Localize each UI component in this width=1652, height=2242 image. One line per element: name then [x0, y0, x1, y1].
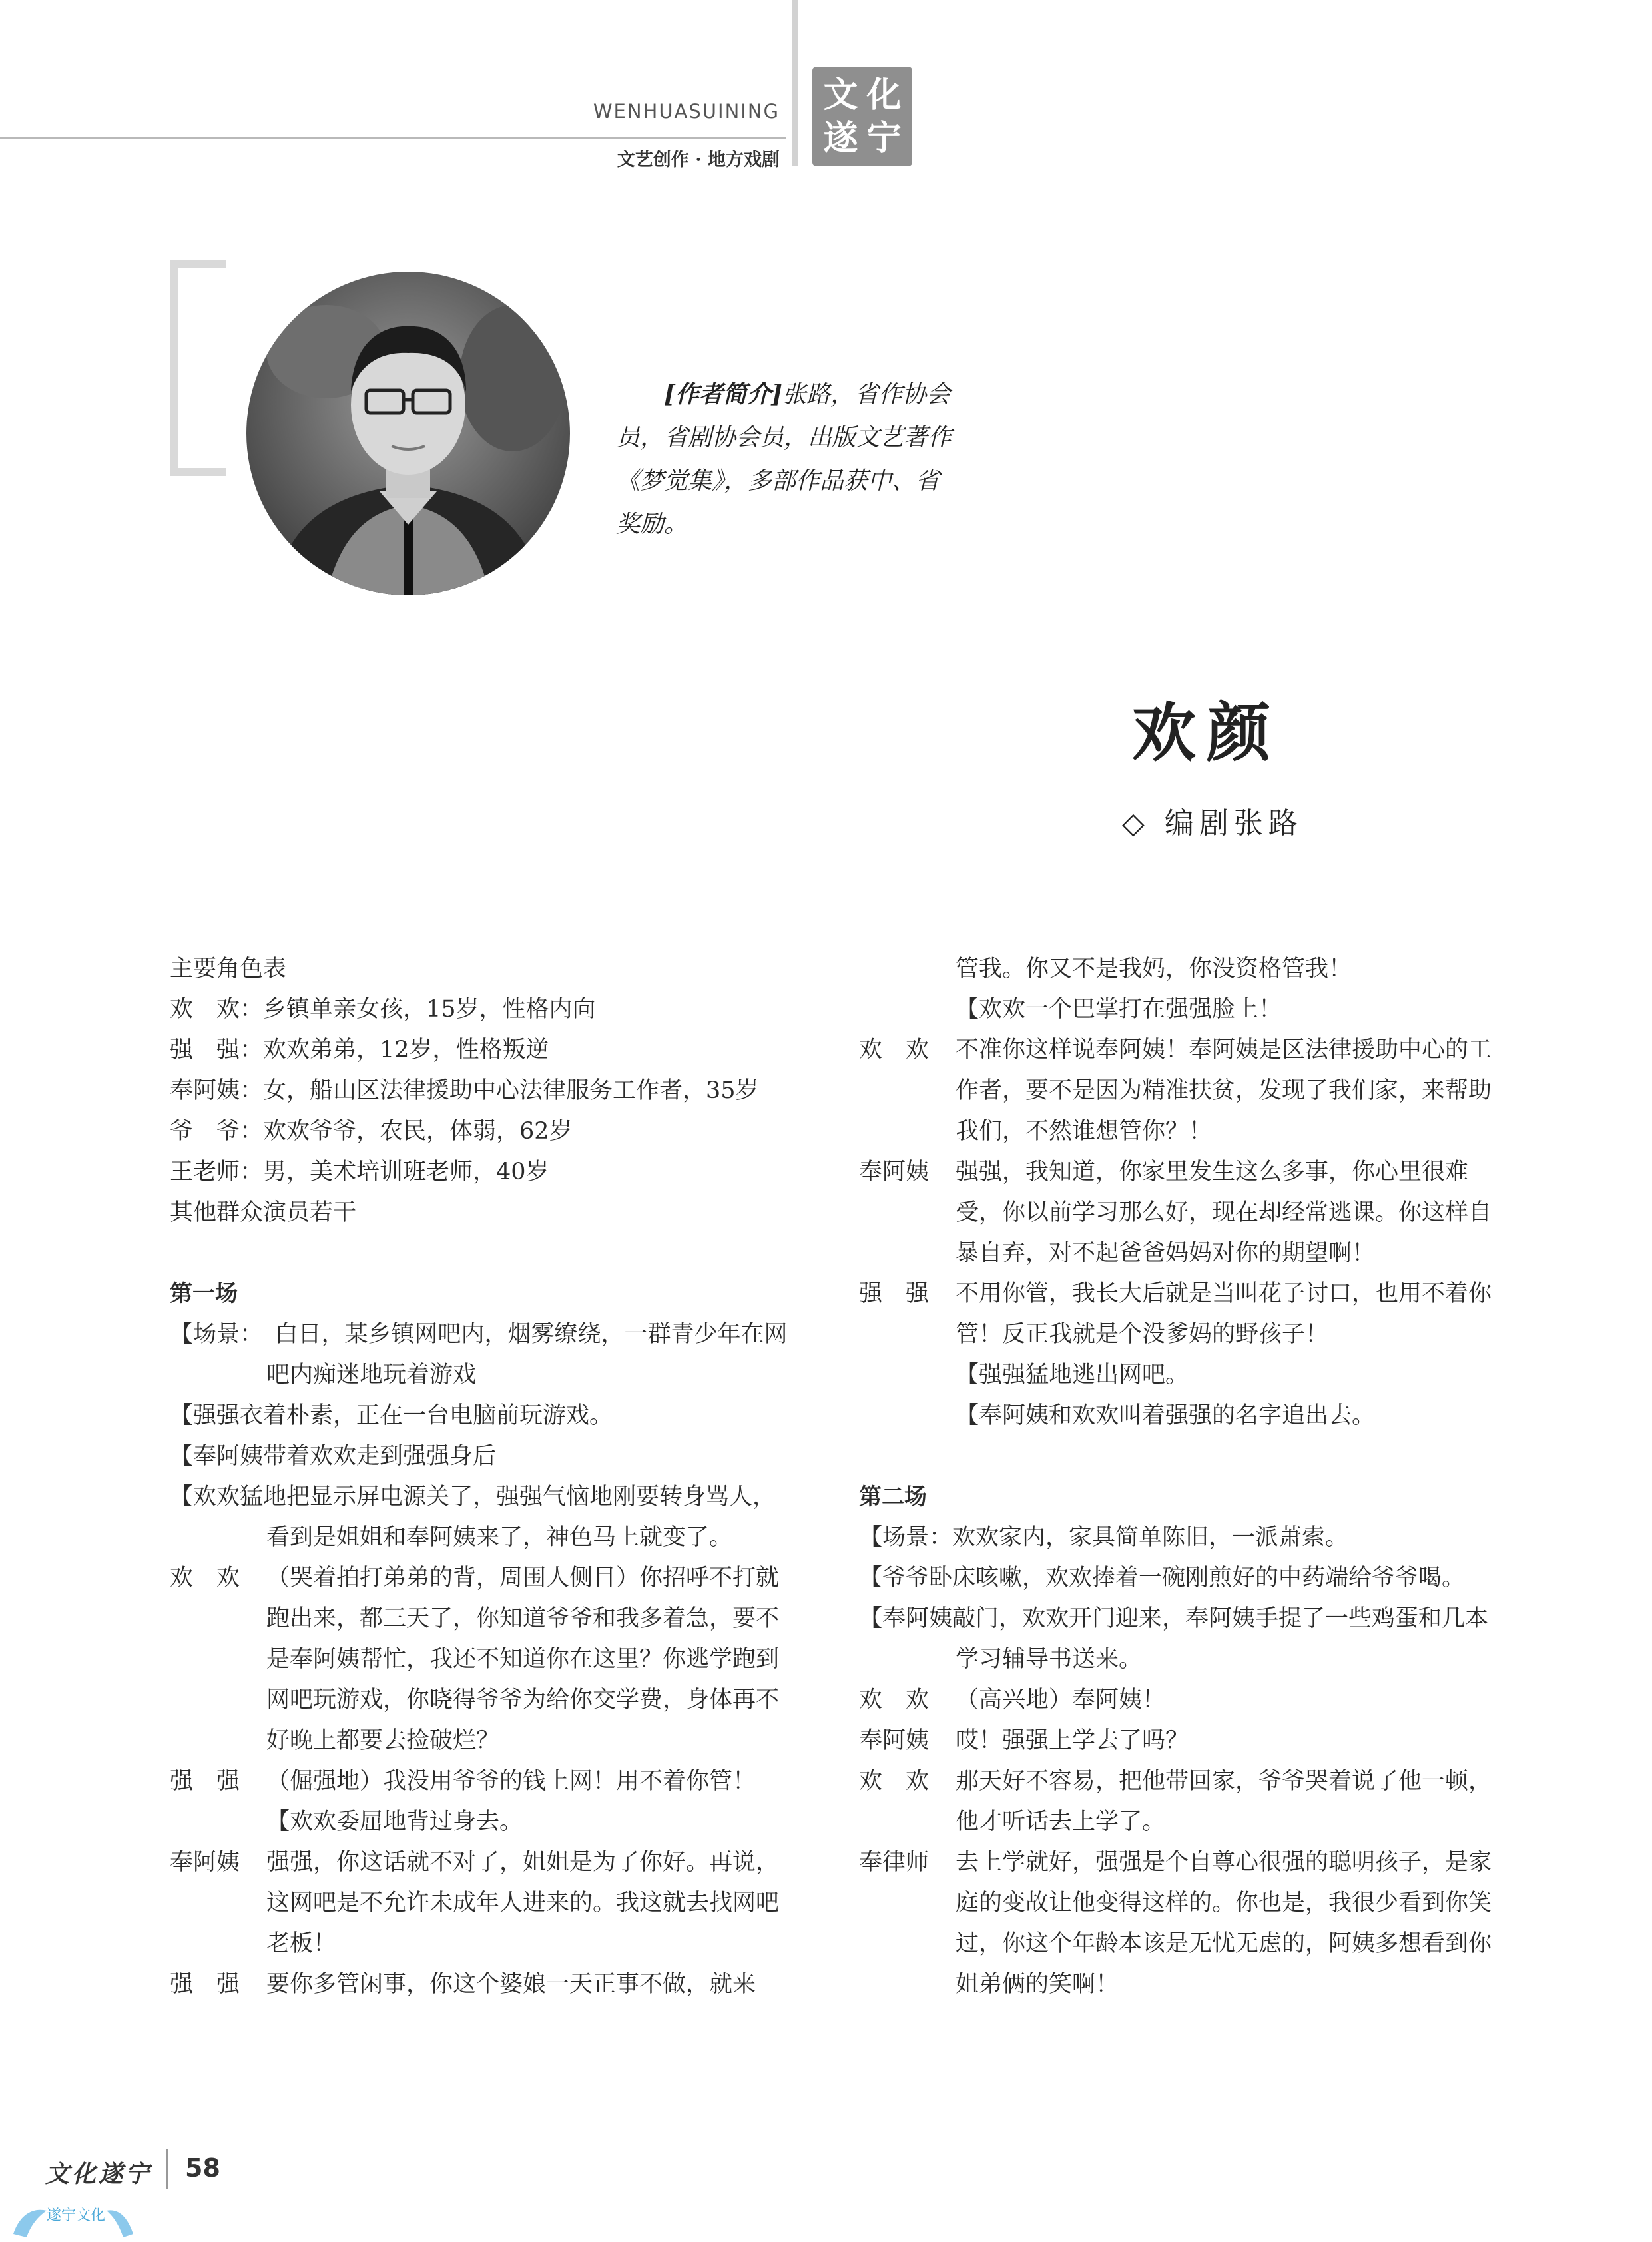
- cast-list-line: 强 强：欢欢弟弟，12岁，性格叛逆: [170, 1037, 549, 1063]
- decorative-bracket: [170, 260, 226, 476]
- footer-magazine-name: 文化遂宁: [45, 2160, 152, 2188]
- speaker-name: 强 强: [170, 1768, 240, 1795]
- dialogue-text: 哎！强强上学去了吗？: [956, 1727, 1189, 1754]
- cast-list-line: 奉阿姨：女，船山区法律援助中心法律服务工作者，35岁: [170, 1077, 759, 1104]
- stage-direction: 【场景：欢欢家内，家具简单陈旧，一派萧索。: [859, 1524, 1349, 1551]
- speaker-name: 欢 欢: [859, 1768, 930, 1795]
- dialogue-text: 强强，我知道，你家里发生这么多事，你心里很难受，你以前学习那么好，现在却经常逃课。你这样自暴自弃，对不起爸爸妈妈对你的期望啊！: [956, 1159, 1492, 1266]
- cast-list-line: 其他群众演员若干: [170, 1199, 357, 1226]
- footer-divider: [166, 2149, 168, 2189]
- dialogue-text: 那天好不容易，把他带回家，爷爷哭着说了他一顿，他才听话去上学了。: [956, 1768, 1492, 1835]
- stage-direction: 【欢欢一个巴掌打在强强脸上！: [956, 996, 1282, 1023]
- stage-direction: 【奉阿姨和欢欢叫着强强的名字追出去。: [956, 1402, 1376, 1429]
- cast-list-line: 主要角色表: [170, 956, 287, 982]
- stage-direction: 【奉阿姨敲门，欢欢开门迎来，奉阿姨手提了一些鸡蛋和几本学习辅导书送来。: [859, 1605, 1489, 1673]
- header-divider: [792, 0, 798, 166]
- seal-char: 化: [866, 75, 902, 115]
- dialogue-text: （倔强地）我没用爷爷的钱上网！用不着你管！: [266, 1768, 756, 1795]
- dialogue-text: （哭着拍打弟弟的背，周围人侧目）你招呼不打就跑出来，都三天了，你知道爷爷和我多着急，要不是奉阿姨帮忙，我还不知道你在这里？你逃学跑到网吧玩游戏，你晓得爷爷为给你交学费，身体再不好晚上都要去捡破烂？: [266, 1565, 780, 1754]
- dialogue-line: [859, 1680, 1492, 1721]
- right-column: [859, 949, 1492, 2005]
- dialogue-line: [170, 1761, 796, 1802]
- stage-direction: 【奉阿姨带着欢欢走到强强身后: [170, 1443, 497, 1470]
- dialogue-continuation: 管我。你又不是我妈，你没资格管我！: [956, 956, 1352, 982]
- cast-list-line: 王老师：男，美术培训班老师，40岁: [170, 1159, 549, 1185]
- seal-char: 宁: [866, 118, 902, 158]
- seal-char: 遂: [823, 118, 858, 158]
- dialogue-line: [170, 1558, 796, 1761]
- speaker-name: 强 强: [859, 1280, 930, 1307]
- dialogue-text: 去上学就好，强强是个自尊心很强的聪明孩子，是家庭的变故让他变得这样的。你也是，我很少看到你笑过，你这个年龄本该是无忧无虑的，阿姨多想看到你姐弟俩的笑啊！: [956, 1849, 1492, 1998]
- author-portrait: [246, 272, 570, 595]
- cast-list-line: 欢 欢：乡镇单亲女孩，15岁，性格内向: [170, 996, 596, 1023]
- speaker-name: 奉阿姨: [859, 1159, 930, 1185]
- author-bio: [616, 373, 952, 546]
- stage-direction: 【爷爷卧床咳嗽，欢欢捧着一碗刚煎好的中药端给爷爷喝。: [859, 1565, 1466, 1591]
- dialogue-line: [170, 1842, 796, 1964]
- dialogue-line: [170, 1964, 796, 2005]
- article-byline: ◇ 编剧张路: [1122, 806, 1303, 840]
- bio-label: [作者简介]: [664, 380, 783, 408]
- stage-direction: 【强强衣着朴素，正在一台电脑前玩游戏。: [170, 1402, 613, 1429]
- speaker-name: 奉律师: [859, 1849, 930, 1876]
- spacer: [859, 1436, 1492, 1477]
- dialogue-line: [859, 1030, 1492, 1152]
- speaker-name: 强 强: [170, 1971, 240, 1998]
- speaker-name: 欢 欢: [170, 1565, 240, 1591]
- speaker-name: 奉阿姨: [859, 1727, 930, 1754]
- dialogue-line: [859, 1721, 1492, 1761]
- dialogue-line: [859, 1274, 1492, 1355]
- magazine-seal-logo: [812, 67, 912, 166]
- header-section: 文艺创作 · 地方戏剧: [617, 150, 780, 170]
- cast-list-line: 爷 爷：欢欢爷爷，农民，体弱，62岁: [170, 1118, 573, 1145]
- seal-char: 文: [823, 75, 858, 115]
- dialogue-text: 不准你这样说奉阿姨！奉阿姨是区法律援助中心的工作者，要不是因为精准扶贫，发现了我们家，来帮助我们，不然谁想管你？！: [956, 1037, 1492, 1145]
- scene-heading: 第一场: [170, 1280, 238, 1307]
- article-title: 欢颜: [1132, 695, 1281, 770]
- dialogue-line: [859, 1152, 1492, 1274]
- dialogue-text: 强强，你这话就不对了，姐姐是为了你好。再说，这网吧是不允许未成年人进来的。我这就去找网吧老板！: [266, 1849, 780, 1957]
- stage-direction: 【场景： 白日，某乡镇网吧内，烟雾缭绕，一群青少年在网吧内痴迷地玩着游戏: [170, 1321, 788, 1388]
- watermark-text: 遂宁文化: [47, 2207, 106, 2224]
- header-english-title: WENHUASUINING: [593, 100, 780, 123]
- speaker-name: 欢 欢: [859, 1687, 930, 1713]
- left-column: [170, 949, 796, 2005]
- stage-direction: 【欢欢猛地把显示屏电源关了，强强气恼地刚要转身骂人，看到是姐姐和奉阿姨来了，神色马上就变了。: [170, 1484, 776, 1551]
- page-number: 58: [185, 2153, 220, 2183]
- dialogue-text: 不用你管，我长大后就是当叫花子讨口，也用不着你管！反正我就是个没爹妈的野孩子！: [956, 1280, 1492, 1348]
- stage-direction: 【强强猛地逃出网吧。: [956, 1362, 1189, 1388]
- speaker-name: 欢 欢: [859, 1037, 930, 1063]
- header-rule: [0, 137, 786, 139]
- stage-direction: 【欢欢委屈地背过身去。: [266, 1809, 523, 1835]
- dialogue-line: [859, 1842, 1492, 2005]
- speaker-name: 奉阿姨: [170, 1849, 240, 1876]
- dialogue-text: （高兴地）奉阿姨！: [956, 1687, 1166, 1713]
- dialogue-text: 要你多管闲事，你这个婆娘一天正事不做，就来: [266, 1971, 756, 1998]
- spacer: [170, 1233, 796, 1274]
- bio-text: 张路，省作协会员，省剧协会员，出版文艺著作《梦觉集》，多部作品获中、省奖励。: [616, 381, 952, 538]
- dialogue-line: [859, 1761, 1492, 1842]
- scene-heading: 第二场: [859, 1484, 927, 1510]
